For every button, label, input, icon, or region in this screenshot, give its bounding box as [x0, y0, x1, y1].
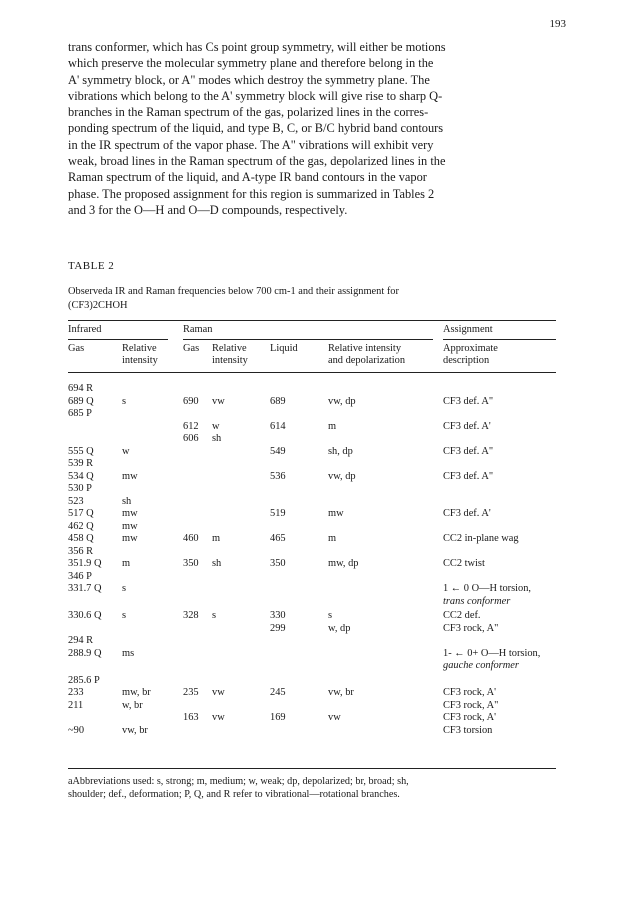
- table-footnote: [68, 775, 556, 802]
- liquid-cell: 169: [270, 712, 286, 723]
- col-header-liquid-rel-intensity: Relative intensity and depolarization: [328, 343, 406, 366]
- ir-gas-cell: 285.6 P: [68, 674, 100, 686]
- col-header-raman-rel-intensity: Relative intensity: [212, 343, 248, 366]
- raman-intensity-cell: m: [212, 533, 221, 544]
- liquid-cell: 245: [270, 687, 286, 698]
- paragraph-line: weak, broad lines in the Raman spectrum of the gas, depolarized lines in the: [68, 154, 446, 169]
- ir-intensity-cell: w: [122, 445, 130, 457]
- col-header-approx-description: Approximate description: [443, 343, 498, 366]
- ir-gas-cell: 211: [68, 699, 84, 711]
- footnote-line: shoulder; def., deformation; P, Q, and R refer to vibrational—rotational branches.: [68, 789, 400, 801]
- assignment-cell: CF3 rock, A": [443, 699, 499, 711]
- liquid-cell: 536: [270, 470, 286, 482]
- raman-gas-cell: 235: [183, 687, 199, 698]
- group-header-assignment: Assignment: [443, 324, 493, 335]
- liquid-cell: 614: [270, 420, 286, 432]
- assignment-cell: CF3 rock, A': [443, 712, 496, 723]
- raman-intensity-cell: vw: [212, 712, 225, 723]
- liquid-cell: 330: [270, 610, 286, 621]
- ir-intensity-cell: vw, br: [122, 724, 148, 736]
- paragraph-line: Raman spectrum of the liquid, and A-type IR band contours in the vapor: [68, 170, 427, 185]
- paragraph-line: ponding spectrum of the liquid, and type B, C, or B/C hybrid band contours: [68, 121, 444, 136]
- assignment-cell: 1- ← 0+ O—H torsion,: [443, 647, 541, 659]
- ir-intensity-cell: s: [122, 395, 127, 407]
- table-bottom-rule: [68, 768, 556, 769]
- liquid-intensity-cell: mw, dp: [328, 558, 359, 569]
- ir-gas-cell: 530 P: [68, 483, 92, 494]
- liquid-intensity-cell: m: [328, 533, 337, 544]
- ir-intensity-cell: sh: [122, 495, 132, 507]
- group-header-infrared: Infrared: [68, 324, 102, 335]
- liquid-cell: 465: [270, 533, 286, 544]
- col-header-ir-gas: Gas: [68, 343, 85, 354]
- table-label: TABLE 2: [68, 260, 115, 272]
- page-number: 193: [549, 18, 566, 30]
- ir-gas-cell: 685 P: [68, 408, 92, 419]
- table-header-rule: [68, 372, 556, 373]
- ir-gas-cell: 539 R: [68, 458, 94, 469]
- ir-intensity-cell: mw: [122, 508, 138, 519]
- assignment-cell: CC2 twist: [443, 558, 485, 569]
- ir-intensity-cell: mw: [122, 533, 138, 544]
- raman-gas-cell: 163: [183, 712, 199, 723]
- ir-gas-cell: 534 Q: [68, 470, 94, 482]
- infrared-group-rule: [68, 339, 168, 340]
- assignment-cell: CF3 rock, A': [443, 687, 496, 698]
- ir-gas-cell: 458 Q: [68, 533, 94, 544]
- raman-gas-cell: 606: [183, 433, 199, 444]
- liquid-cell: 689: [270, 395, 286, 407]
- paragraph-line: trans conformer, which has Cs point group symmetry, will either be motions: [68, 40, 446, 54]
- assignment-group-rule: [443, 339, 556, 340]
- col-header-liquid: Liquid: [270, 343, 298, 354]
- caption-line: (CF3)2CHOH: [68, 299, 128, 311]
- paragraph-line: A' symmetry block, or A" modes which destroy the symmetry plane. The: [68, 72, 430, 87]
- ir-gas-cell: 517 Q: [68, 508, 94, 519]
- ir-intensity-cell: w, br: [122, 699, 143, 711]
- paragraph-line: vibrations which belong to the A' symmetry block will give rise to sharp Q-: [68, 88, 443, 103]
- ir-gas-cell: 689 Q: [68, 395, 94, 407]
- ir-intensity-cell: ms: [122, 647, 135, 659]
- raman-intensity-cell: s: [212, 610, 217, 621]
- ir-gas-cell: 233: [68, 687, 84, 698]
- raman-intensity-cell: sh: [212, 558, 222, 569]
- liquid-intensity-cell: s: [328, 610, 333, 621]
- raman-gas-cell: 612: [183, 420, 199, 432]
- liquid-intensity-cell: vw, br: [328, 687, 354, 698]
- paragraph-line: in the IR spectrum of the vapor phase. The A" vibrations will exhibit very: [68, 137, 434, 152]
- table-caption: [68, 285, 556, 312]
- paragraph-line: branches in the Raman spectrum of the gas, polarized lines in the corres-: [68, 105, 429, 120]
- body-paragraph: [68, 39, 558, 218]
- assignment-cell: 1 ← 0 O—H torsion,: [443, 583, 532, 594]
- ir-gas-cell: 356 R: [68, 545, 94, 557]
- paragraph-line: which preserve the molecular symmetry plane and therefore belong in the: [68, 56, 434, 71]
- liquid-cell: 519: [270, 508, 286, 519]
- ir-gas-cell: 351.9 Q: [68, 558, 102, 569]
- ir-intensity-cell: mw: [122, 470, 138, 482]
- assignment-cell: CC2 def.: [443, 610, 481, 621]
- ir-gas-cell: 462 Q: [68, 520, 94, 532]
- raman-gas-cell: 328: [183, 610, 199, 621]
- liquid-cell: 350: [270, 558, 286, 569]
- liquid-cell: 549: [270, 445, 286, 457]
- assignment-cell: CF3 def. A": [443, 445, 494, 457]
- ir-gas-cell: 330.6 Q: [68, 610, 102, 621]
- assignment-cell: CC2 in-plane wag: [443, 533, 519, 544]
- liquid-intensity-cell: vw, dp: [328, 395, 356, 407]
- liquid-intensity-cell: vw, dp: [328, 470, 356, 482]
- raman-gas-cell: 690: [183, 395, 199, 407]
- ir-gas-cell: 346 P: [68, 570, 92, 582]
- footnote-line: aAbbreviations used: s, strong; m, medium; w, weak; dp, depolarized; br, broad; sh,: [68, 776, 409, 787]
- ir-gas-cell: 555 Q: [68, 445, 94, 457]
- ir-intensity-cell: s: [122, 610, 127, 621]
- assignment-cell: CF3 torsion: [443, 724, 493, 736]
- col-header-ir-rel-intensity: Relative intensity: [122, 343, 158, 366]
- liquid-intensity-cell: sh, dp: [328, 445, 353, 457]
- table-top-rule: [68, 320, 556, 321]
- paragraph-line: and 3 for the O—H and O—D compounds, respectively.: [68, 202, 348, 217]
- ir-gas-cell: 288.9 Q: [68, 647, 102, 659]
- ir-intensity-cell: mw: [122, 520, 138, 532]
- liquid-intensity-cell: vw: [328, 712, 341, 723]
- ir-intensity-cell: m: [122, 558, 131, 569]
- group-header-raman: Raman: [183, 324, 213, 335]
- assignment-cell-continuation: trans conformer: [443, 595, 511, 607]
- ir-gas-cell: 294 R: [68, 635, 94, 646]
- liquid-intensity-cell: mw: [328, 508, 344, 519]
- raman-gas-cell: 460: [183, 533, 199, 544]
- ir-gas-cell: 523: [68, 495, 84, 507]
- ir-gas-cell: ~90: [68, 724, 85, 736]
- raman-intensity-cell: vw: [212, 395, 225, 407]
- paragraph-line: phase. The proposed assignment for this region is summarized in Tables 2: [68, 186, 435, 201]
- liquid-cell: 299: [270, 622, 286, 634]
- ir-intensity-cell: s: [122, 583, 127, 594]
- caption-line: Observeda IR and Raman frequencies below 700 cm-1 and their assignment for: [68, 286, 399, 297]
- assignment-cell: CF3 rock, A": [443, 622, 499, 634]
- assignment-cell: CF3 def. A": [443, 470, 494, 482]
- raman-gas-cell: 350: [183, 558, 199, 569]
- raman-group-rule: [183, 339, 433, 340]
- ir-gas-cell: 331.7 Q: [68, 583, 102, 594]
- assignment-cell: CF3 def. A": [443, 395, 494, 407]
- raman-intensity-cell: sh: [212, 433, 222, 444]
- liquid-intensity-cell: m: [328, 420, 337, 432]
- col-header-raman-gas: Gas: [183, 343, 200, 354]
- assignment-cell: CF3 def. A': [443, 420, 491, 432]
- raman-intensity-cell: w: [212, 420, 220, 432]
- assignment-cell: CF3 def. A': [443, 508, 491, 519]
- assignment-cell-continuation: gauche conformer: [443, 660, 519, 671]
- ir-gas-cell: 694 R: [68, 383, 94, 394]
- ir-intensity-cell: mw, br: [122, 687, 151, 698]
- raman-intensity-cell: vw: [212, 687, 225, 698]
- liquid-intensity-cell: w, dp: [328, 622, 351, 634]
